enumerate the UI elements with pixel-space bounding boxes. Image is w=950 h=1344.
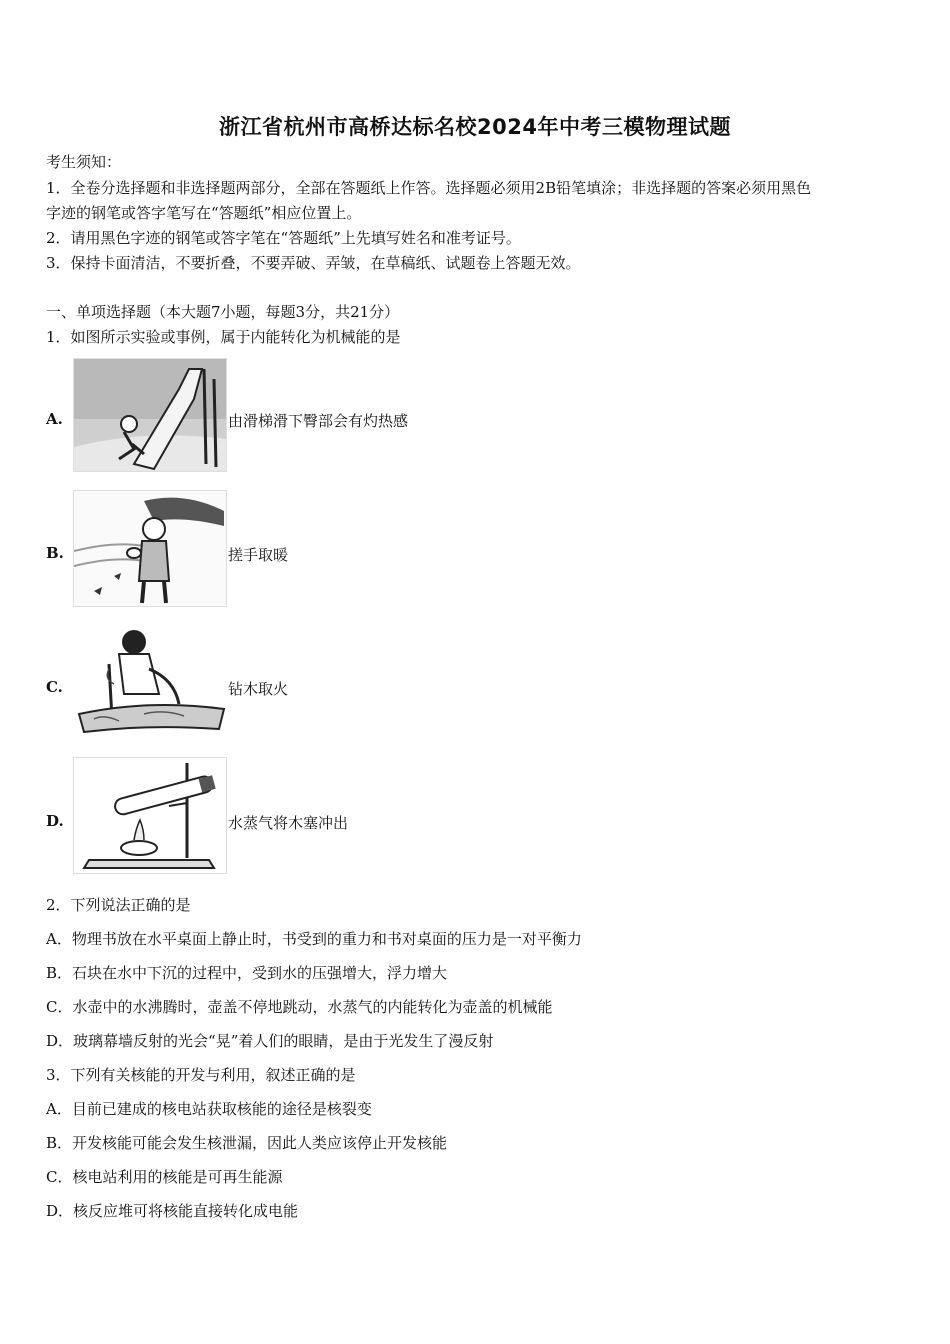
option-b-text: 搓手取暖 (228, 546, 289, 564)
question-2-stem: 2．下列说法正确的是 (46, 896, 191, 914)
question-3-stem: 3．下列有关核能的开发与利用，叙述正确的是 (46, 1066, 356, 1084)
question-1-stem: 1．如图所示实验或事例，属于内能转化为机械能的是 (46, 328, 401, 346)
notice-item: 2．请用黑色字迹的钢笔或答字笔在“答题纸”上先填写姓名和准考证号。 (46, 229, 521, 247)
drilling-wood-picture-icon (73, 623, 227, 740)
option-a-text: 由滑梯滑下臀部会有灼热感 (228, 412, 409, 430)
notice-item: 3．保持卡面清洁，不要折叠，不要弄破、弄皱，在草稿纸、试题卷上答题无效。 (46, 254, 581, 272)
question-3-option: D．核反应堆可将核能直接转化成电能 (46, 1202, 299, 1220)
page-title: 浙江省杭州市高桥达标名校2024年中考三模物理试题 (219, 115, 731, 139)
question-2-option: A．物理书放在水平桌面上静止时，书受到的重力和书对桌面的压力是一对平衡力 (46, 930, 582, 948)
question-2-option: D．玻璃幕墙反射的光会“晃”着人们的眼睛，是由于光发生了漫反射 (46, 1032, 494, 1050)
notice-heading: 考生须知： (46, 153, 122, 171)
question-2-option: B．石块在水中下沉的过程中，受到水的压强增大，浮力增大 (46, 964, 448, 982)
question-3-option: C．核电站利用的核能是可再生能源 (46, 1168, 283, 1186)
test-tube-steam-picture-icon (73, 757, 227, 874)
option-d-text: 水蒸气将木塞冲出 (228, 814, 349, 832)
option-a-label: A. (46, 410, 63, 428)
section-heading: 一、单项选择题（本大题7小题，每题3分，共21分） (46, 303, 400, 321)
option-c-label: C. (46, 678, 63, 696)
notice-item: 1．全卷分选择题和非选择题两部分，全部在答题纸上作答。选择题必须用2B铅笔填涂；非选择题的答案必须用黑色 (46, 179, 812, 197)
slide-picture-icon (73, 358, 227, 472)
question-3-option: A．目前已建成的核电站获取核能的途径是核裂变 (46, 1100, 372, 1118)
option-c-text: 钻木取火 (228, 680, 289, 698)
rubbing-hands-picture-icon (73, 490, 227, 607)
notice-item: 字迹的钢笔或答字笔写在“答题纸”相应位置上。 (46, 204, 362, 222)
option-b-label: B. (46, 544, 64, 562)
question-3-option: B．开发核能可能会发生核泄漏，因此人类应该停止开发核能 (46, 1134, 448, 1152)
question-2-option: C．水壶中的水沸腾时，壶盖不停地跳动，水蒸气的内能转化为壶盖的机械能 (46, 998, 553, 1016)
option-d-label: D. (46, 812, 64, 830)
